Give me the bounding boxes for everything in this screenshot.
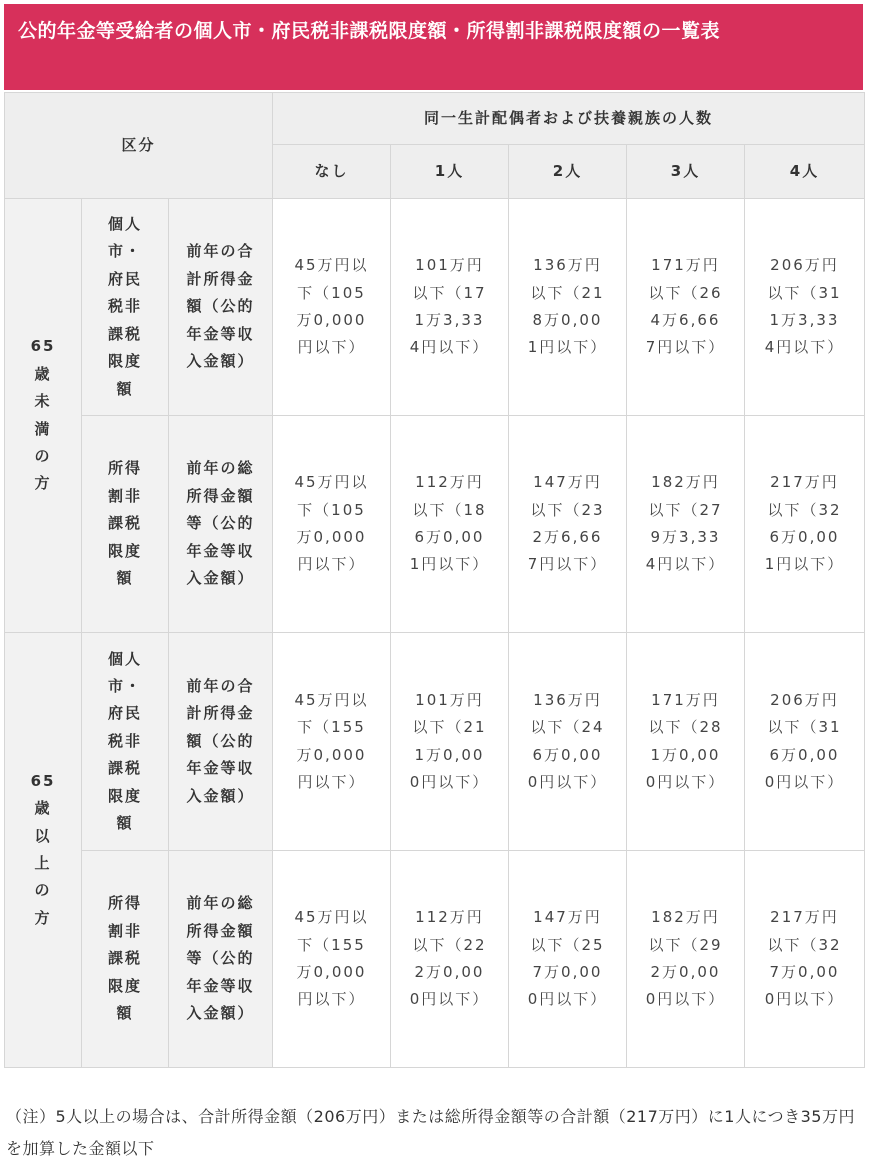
row-basis-label [169, 416, 273, 633]
table-cell [391, 851, 509, 1068]
row-type-label [82, 199, 169, 416]
cell-value: 45万円以下（105万0,000円以下） [294, 256, 369, 357]
cell-value: 171万円以下（281万0,000円以下） [645, 690, 726, 791]
age-group-under-65 [5, 199, 82, 633]
table-cell [627, 633, 745, 851]
row-basis-text: 前年の合計所得金額（公的年金等収入金額） [186, 242, 255, 371]
table-cell [509, 633, 627, 851]
cell-value: 136万円以下（218万0,001円以下） [527, 256, 608, 357]
kubun-label: 区分 [121, 135, 156, 154]
row-type-text: 所得割非課税限度額 [107, 459, 142, 588]
kubun-header [5, 93, 273, 199]
table-cell [273, 416, 391, 633]
dependents-group-header [273, 93, 865, 145]
cell-value: 112万円以下（222万0,000円以下） [409, 908, 490, 1009]
table-cell [273, 851, 391, 1068]
table-cell [745, 633, 865, 851]
footnote [6, 1101, 856, 1165]
cell-value: 45万円以下（105万0,000円以下） [294, 473, 369, 574]
cell-value: 182万円以下（279万3,334円以下） [645, 473, 726, 574]
cell-value: 147万円以下（257万0,000円以下） [527, 908, 608, 1009]
column-header: 3人 [627, 145, 745, 199]
cell-value: 101万円以下（171万3,334円以下） [409, 256, 490, 357]
row-basis-text: 前年の合計所得金額（公的年金等収入金額） [186, 676, 255, 805]
table-cell [273, 199, 391, 416]
cell-value: 206万円以下（311万3,334円以下） [764, 256, 845, 357]
cell-value: 182万円以下（292万0,000円以下） [645, 908, 726, 1009]
table-cell [627, 851, 745, 1068]
column-header: 4人 [745, 145, 865, 199]
cell-value: 136万円以下（246万0,000円以下） [527, 690, 608, 791]
dependents-group-label: 同一生計配偶者および扶養親族の人数 [424, 108, 714, 127]
table-cell [509, 199, 627, 416]
page-title-text: 公的年金等受給者の個人市・府民税非課税限度額・所得割非課税限度額の一覧表 [18, 20, 721, 42]
cell-value: 101万円以下（211万0,000円以下） [409, 690, 490, 791]
table-cell [745, 416, 865, 633]
row-type-label [82, 416, 169, 633]
footnote-text: （注）5人以上の場合は、合計所得金額（206万円）または総所得金額等の合計額（217万円）に1人につき35万円を加算した金額以下 [6, 1107, 855, 1158]
cell-value: 45万円以下（155万0,000円以下） [294, 908, 369, 1009]
row-type-label [82, 851, 169, 1068]
cell-value: 217万円以下（326万0,001円以下） [764, 473, 845, 574]
row-type-text: 所得割非課税限度額 [107, 894, 142, 1023]
table-cell [509, 416, 627, 633]
age-group-label: 65歳未満の方 [30, 337, 56, 493]
row-basis-label [169, 633, 273, 851]
table-cell [391, 416, 509, 633]
row-basis-text: 前年の総所得金額等（公的年金等収入金額） [186, 459, 255, 588]
table-cell [745, 851, 865, 1068]
table-cell [627, 199, 745, 416]
row-basis-label [169, 199, 273, 416]
row-type-text: 個人市・府民税非課税限度額 [107, 215, 142, 398]
cell-value: 45万円以下（155万0,000円以下） [294, 690, 369, 791]
table-cell [509, 851, 627, 1068]
column-header: 1人 [391, 145, 509, 199]
tax-limit-table [4, 92, 865, 1068]
table-cell [391, 633, 509, 851]
row-type-text: 個人市・府民税非課税限度額 [107, 649, 142, 833]
cell-value: 171万円以下（264万6,667円以下） [645, 256, 726, 357]
table-cell [745, 199, 865, 416]
cell-value: 112万円以下（186万0,001円以下） [409, 473, 490, 574]
row-type-label [82, 633, 169, 851]
table-cell [391, 199, 509, 416]
row-basis-text: 前年の総所得金額等（公的年金等収入金額） [186, 894, 255, 1023]
row-basis-label [169, 851, 273, 1068]
table-cell [273, 633, 391, 851]
age-group-label: 65歳以上の方 [30, 771, 56, 927]
cell-value: 147万円以下（232万6,667円以下） [527, 473, 608, 574]
column-header: なし [273, 145, 391, 199]
age-group-65-and-over [5, 633, 82, 1068]
page-title [4, 4, 863, 90]
cell-value: 217万円以下（327万0,000円以下） [764, 908, 845, 1009]
cell-value: 206万円以下（316万0,000円以下） [764, 690, 845, 791]
column-header: 2人 [509, 145, 627, 199]
table-cell [627, 416, 745, 633]
